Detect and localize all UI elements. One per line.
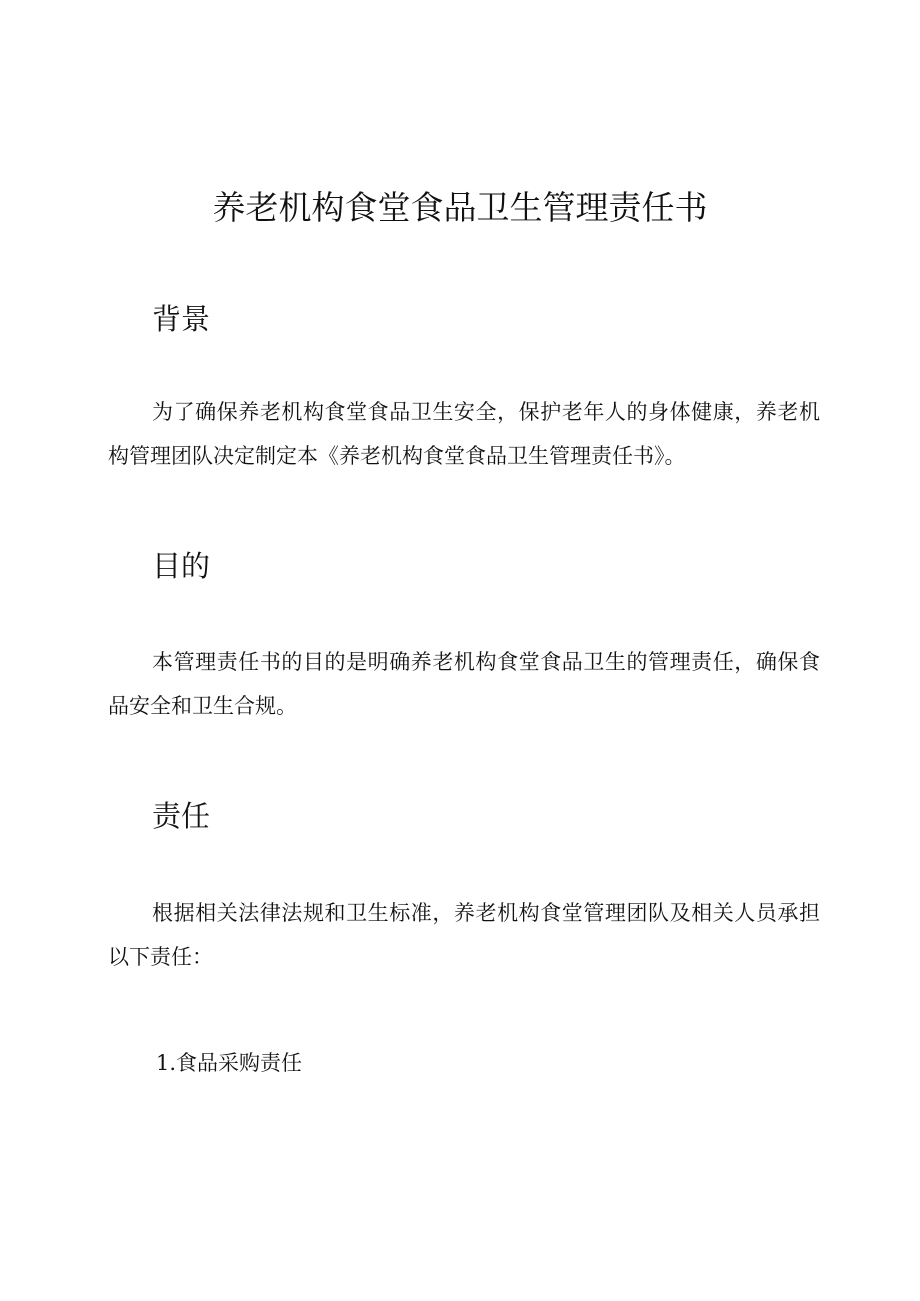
document-title: 养老机构食堂食品卫生管理责任书 bbox=[212, 188, 708, 227]
section-paragraph-responsibility: 根据相关法律法规和卫生标准，养老机构食堂管理团队及相关人员承担以下责任： bbox=[108, 901, 820, 969]
section-heading-background: 背景 bbox=[152, 302, 211, 336]
list-item-food-procurement: 1.食品采购责任 bbox=[156, 1051, 303, 1075]
section-paragraph-background: 为了确保养老机构食堂食品卫生安全，保护老年人的身体健康，养老机构管理团队决定制定本《养老机构食堂食品卫生管理责任书》。 bbox=[108, 400, 820, 468]
section-paragraph-purpose: 本管理责任书的目的是明确养老机构食堂食品卫生的管理责任，确保食品安全和卫生合规。 bbox=[108, 650, 820, 718]
section-heading-responsibility: 责任 bbox=[152, 799, 211, 833]
section-heading-purpose: 目的 bbox=[152, 549, 211, 583]
